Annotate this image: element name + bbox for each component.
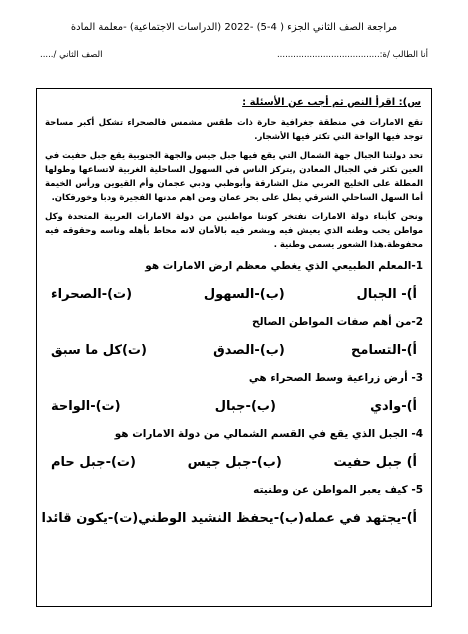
reading-paragraph-1: تقع الامارات في منطقة جغرافية حارة ذات طقس مشمس فالصحراء تشكل أكبر مساحة توجد فيها الواحة التي تكثر فيها الأشجار. [45, 118, 423, 142]
q1-option-b[interactable]: (ب)-السهول [203, 287, 285, 302]
question-2-title: 2-من أهم صفات المواطن الصالح [252, 316, 423, 328]
question-1-title: 1-المعلم الطبيعي الذي يغطي معظم ارض الامارات هو [145, 260, 423, 272]
worksheet-frame [36, 88, 432, 607]
worksheet-title: مراجعة الصف الثاني الجزء ( 4-5) -2022 (الدراسات الاجتماعية) -معلمة المادة [70, 22, 398, 33]
q4-option-a[interactable]: أ) جبل حفيت [333, 455, 417, 470]
question-2-options [51, 343, 417, 358]
question-4-options [51, 455, 417, 470]
question-3-options [51, 399, 417, 414]
question-3-title: 3- أرض زراعية وسط الصحراء هي [248, 372, 423, 384]
reading-paragraph-2: تحد دولتنا الجبال جهة الشمال التي يقع فيها جبل جيس والجهة الجنوبية يقع جبل حفيت في العين تكثر في الجبال المعادن ,يتركز الناس في السهول الساحلية الغربية لاتساعها وطولها المطلة على الخليج العربي مثل الشارقة وأبوظبي ودبي عجمان وأم القيوين ورأس الخيمة أما السهل الساحلي الشرقي يطل على بحر عمان ومن اهم مدنها الفجيرة ودبا وخورفكان. [45, 151, 423, 203]
class-field[interactable]: الصف الثاني /..... [40, 50, 103, 60]
q3-option-b[interactable]: (ب)-جبال [214, 399, 276, 414]
q4-option-c[interactable]: (ت)-جبل حام [51, 455, 136, 470]
instruction-heading: س): اقرأ النص ثم أجب عن الأسئلة : [242, 97, 421, 108]
q2-option-c[interactable]: (ت)كل ما سبق [51, 343, 147, 358]
student-name-field[interactable]: أنا الطالب /ة:...................................... [276, 50, 428, 60]
q3-option-a[interactable]: أ)-وادي [370, 399, 417, 414]
q3-option-c[interactable]: (ت)-الواحة [51, 399, 121, 414]
question-1-options [51, 287, 417, 302]
q5-option-c[interactable]: (ت)-يكون قائدا [41, 511, 139, 526]
q2-option-b[interactable]: (ب)-الصدق [213, 343, 285, 358]
q1-option-c[interactable]: (ت)-الصحراء [51, 287, 133, 302]
q5-option-a[interactable]: أ)-يجتهد في عمله [304, 511, 417, 526]
question-5-options [41, 511, 417, 526]
q1-option-a[interactable]: أ)- الجبال [356, 287, 417, 302]
q4-option-b[interactable]: (ب)-جبل جيس [187, 455, 282, 470]
question-5-title: 5- كيف يعبر المواطن عن وطنيته [253, 484, 423, 496]
q2-option-a[interactable]: أ)-التسامح [351, 343, 417, 358]
reading-paragraph-3: ونحن كأبناء دولة الامارات نفتخر كوننا مواطنين من دولة الامارات العربية المتحدة وكل مواطن يحب وطنه الذي يعيش فيه ويشعر فيه بالأمان لانه محاط بأهله وناسه وحقوقه فيه محفوظة.هذا الشعور يسمى وطنية . [45, 212, 423, 250]
q5-option-b[interactable]: (ب)-يحفظ النشيد الوطني [138, 511, 305, 526]
question-4-title: 4- الجبل الذي يقع في القسم الشمالي من دولة الامارات هو [114, 428, 423, 440]
